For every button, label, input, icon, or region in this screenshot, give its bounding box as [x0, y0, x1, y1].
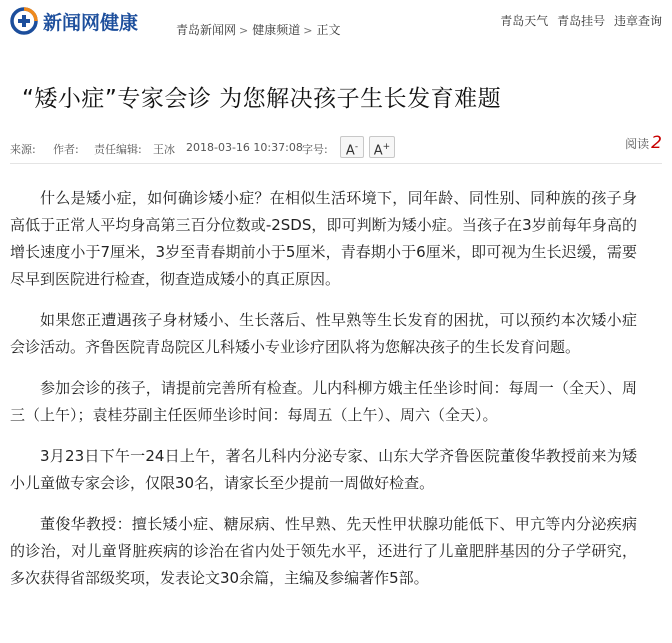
font-decrease-button[interactable]: A- — [340, 136, 364, 158]
article-paragraph: 董俊华教授：擅长矮小症、糖尿病、性早熟、先天性甲状腺功能低下、甲亢等内分泌疾病的诊治，对儿童肾脏疾病的诊治在省内处于领先水平，还进行了儿童肥胖基因的分子学研究，多次获得省部级奖项，发表论文30余篇，主编及参编著作5部。 — [10, 515, 637, 587]
breadcrumb-separator: > — [303, 24, 313, 37]
link-violation-query[interactable]: 违章查询 — [613, 14, 662, 28]
read-label: 阅读 — [625, 137, 650, 151]
article-meta — [10, 133, 662, 163]
article-body — [10, 185, 637, 606]
read-count — [625, 133, 662, 153]
logo-icon — [10, 7, 38, 35]
font-increase-button[interactable]: A+ — [369, 136, 395, 158]
article-paragraph: 参加会诊的孩子，请提前完善所有检查。儿内科柳方娥主任坐诊时间：每周一（全天）、周三（上午）；袁桂芬副主任医师坐诊时间：每周五（上午）、周六（全天）。 — [10, 379, 637, 424]
breadcrumb-item-health[interactable]: 健康频道 — [252, 23, 301, 37]
article-title: “矮小症”专家会诊 为您解决孩子生长发育难题 — [22, 86, 502, 112]
logo-text: 新闻网健康 — [43, 11, 139, 34]
editor-label: 责任编辑: — [94, 143, 142, 156]
editor-name: 王冰 — [153, 143, 175, 156]
source-label: 来源: — [10, 143, 36, 156]
article-paragraph: 如果您正遭遇孩子身材矮小、生长落后、性早熟等生长发育的困扰，可以预约本次矮小症会诊活动。齐鲁医院青岛院区儿科矮小专业诊疗团队将为您解决孩子的生长发育问题。 — [10, 311, 637, 356]
publish-datetime: 2018-03-16 10:37:08 — [186, 141, 303, 154]
link-registration[interactable]: 青岛挂号 — [557, 14, 606, 28]
site-header — [0, 0, 672, 44]
breadcrumb — [176, 21, 340, 38]
link-weather[interactable]: 青岛天气 — [500, 14, 549, 28]
article-paragraph: 3月23日下午一24日上午，著名儿科内分泌专家、山东大学齐鲁医院董俊华教授前来为矮小儿童做专家会诊，仅限30名，请家长至少提前一周做好检查。 — [10, 447, 637, 492]
site-logo[interactable] — [10, 7, 138, 35]
author-label: 作者: — [53, 143, 79, 156]
breadcrumb-separator: > — [239, 24, 249, 37]
breadcrumb-item-home[interactable]: 青岛新闻网 — [176, 23, 237, 37]
article-paragraph: 什么是矮小症，如何确诊矮小症？在相似生活环境下，同年龄、同性别、同种族的孩子身高低于正常人平均身高第三百分位数或-2SDS，即可判断为矮小症。当孩子在3岁前每年身高的增长速度小于7厘米，3岁至青春期前小于5厘米，青春期小于6厘米，即可视为生长迟缓，需要尽早到医院进行检查，彻查造成矮小的真正原因。 — [10, 189, 637, 288]
meta-divider — [10, 163, 662, 164]
header-links — [495, 12, 662, 29]
read-count-number: 2 — [651, 133, 662, 153]
fontsize-label: 字号: — [302, 143, 328, 156]
breadcrumb-item-current: 正文 — [316, 23, 341, 37]
